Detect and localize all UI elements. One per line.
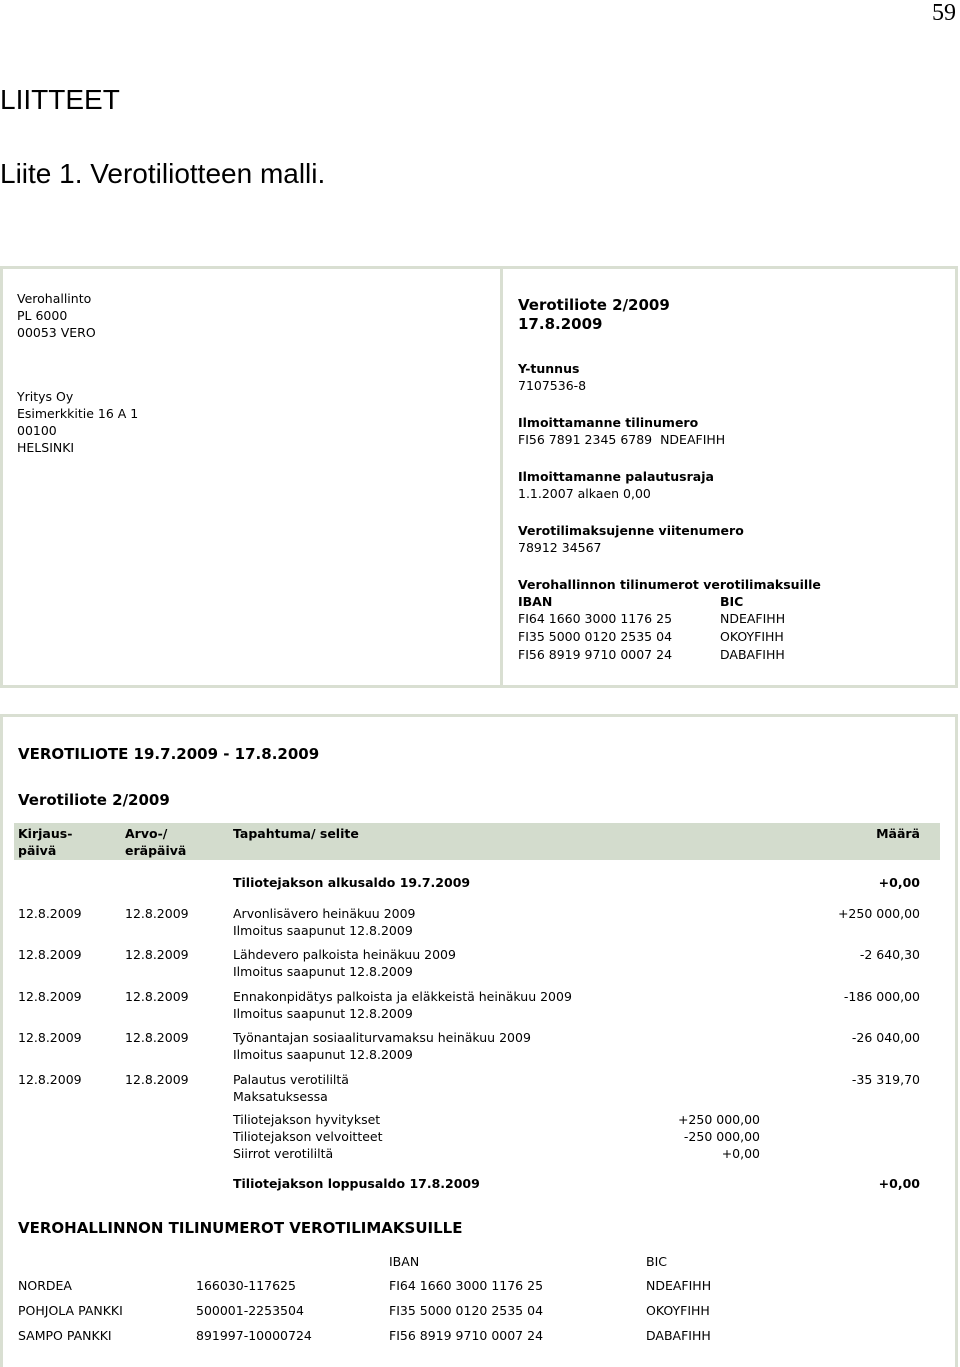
row-kirjaus: 12.8.2009 [18,1072,82,1087]
account-block [518,414,725,448]
ytunnus-block [518,360,586,394]
recipient-address [17,388,138,456]
row-arvo: 12.8.2009 [125,1030,189,1045]
opening-balance-label: Tiliotejakson alkusaldo 19.7.2009 [233,875,471,890]
row-amount: -26 040,00 [851,1030,920,1045]
account-label: Ilmoittamanne tilinumero [518,415,699,430]
sender-address [17,290,96,341]
letter-box-divider [500,266,503,688]
row-kirjaus: 12.8.2009 [18,906,82,921]
refund-block [518,468,714,502]
tax-account-bic: NDEAFIHH [720,611,786,626]
summary-value: +250 000,00 [677,1112,760,1127]
col-amount-header: Määrä [876,826,920,841]
row-event: Palautus verotililtä [233,1072,349,1087]
sender-line: Verohallinto [17,291,92,306]
row-arvo: 12.8.2009 [125,947,189,962]
row-note: Maksatuksessa [233,1089,328,1104]
tax-accounts-label: Verohallinnon tilinumerot verotilimaksuille [518,577,821,592]
row-arvo: 12.8.2009 [125,1072,189,1087]
bank-account: 166030-117625 [196,1278,296,1293]
row-event: Työnantajan sosiaaliturvamaksu heinäkuu 2009 [233,1030,531,1045]
opening-balance-value: +0,00 [878,875,920,890]
bank-name: SAMPO PANKKI [18,1328,112,1343]
col-event-header: Tapahtuma/ selite [233,826,359,841]
bank-bic: OKOYFIHH [646,1303,710,1318]
page-heading: LIITTEET [0,84,120,115]
reference-value: 78912 34567 [518,540,602,555]
row-note: Ilmoitus saapunut 12.8.2009 [233,1047,413,1062]
refund-value: 1.1.2007 alkaen 0,00 [518,486,651,501]
recipient-line: 00100 [17,423,57,438]
bank-bic: DABAFIHH [646,1328,711,1343]
summary-value: -250 000,00 [683,1129,760,1144]
bank-account: 891997-10000724 [196,1328,312,1343]
statement-title-2: Verotiliote 2/2009 [18,791,170,809]
bank-iban: FI56 8919 9710 0007 24 [389,1328,544,1343]
recipient-line: Esimerkkitie 16 A 1 [17,406,139,421]
recipient-line: Yritys Oy [17,389,74,404]
row-event: Arvonlisävero heinäkuu 2009 [233,906,416,921]
recipient-line: HELSINKI [17,440,75,455]
row-note: Ilmoitus saapunut 12.8.2009 [233,923,413,938]
summary-label: Tiliotejakson velvoitteet [233,1129,383,1144]
statement-title: Verotiliote 2/2009 [518,296,670,314]
refund-label: Ilmoittamanne palautusraja [518,469,714,484]
tax-account-bic: OKOYFIHH [720,629,784,644]
row-amount: -35 319,70 [851,1072,920,1087]
col-arvo-line: eräpäivä [125,843,187,858]
row-amount: -2 640,30 [859,947,920,962]
bank-name: NORDEA [18,1278,72,1293]
summary-label: Tiliotejakson hyvitykset [233,1112,381,1127]
tax-account-iban: FI56 8919 9710 0007 24 [518,647,673,662]
tax-bic-header: BIC [720,594,744,609]
appendix-caption: Liite 1. Verotiliotteen malli. [0,158,326,189]
row-kirjaus: 12.8.2009 [18,947,82,962]
row-note: Ilmoitus saapunut 12.8.2009 [233,1006,413,1021]
row-kirjaus: 12.8.2009 [18,1030,82,1045]
tax-iban-header: IBAN [518,594,553,609]
statement-date: 17.8.2009 [518,315,603,333]
col-kirjaus-line: Kirjaus- [18,826,73,841]
tax-account-bic: DABAFIHH [720,647,785,662]
tax-account-iban: FI35 5000 0120 2535 04 [518,629,673,644]
page-number: 59 [932,0,956,26]
closing-balance-value: +0,00 [878,1176,920,1191]
closing-balance-label: Tiliotejakson loppusaldo 17.8.2009 [233,1176,480,1191]
bank-iban: FI64 1660 3000 1176 25 [389,1278,544,1293]
col-arvo-header [125,825,186,859]
bank-name: POHJOLA PANKKI [18,1303,123,1318]
row-amount: -186 000,00 [843,989,920,1004]
row-event: Ennakonpidätys palkoista ja eläkkeistä heinäkuu 2009 [233,989,572,1004]
ytunnus-label: Y-tunnus [518,361,580,376]
period-title: VEROTILIOTE 19.7.2009 - 17.8.2009 [18,745,320,763]
bank-iban-header: IBAN [389,1254,420,1269]
bank-account: 500001-2253504 [196,1303,304,1318]
row-kirjaus: 12.8.2009 [18,989,82,1004]
bank-bic: NDEAFIHH [646,1278,712,1293]
summary-value: +0,00 [721,1146,760,1161]
row-arvo: 12.8.2009 [125,989,189,1004]
letter-header-box [0,266,958,688]
row-event: Lähdevero palkoista heinäkuu 2009 [233,947,456,962]
tax-account-iban: FI64 1660 3000 1176 25 [518,611,673,626]
row-arvo: 12.8.2009 [125,906,189,921]
account-value: FI56 7891 2345 6789 NDEAFIHH [518,432,726,447]
sender-line: PL 6000 [17,308,68,323]
sender-line: 00053 VERO [17,325,96,340]
col-kirjaus-header [18,825,72,859]
summary-label: Siirrot verotililtä [233,1146,334,1161]
bank-iban: FI35 5000 0120 2535 04 [389,1303,544,1318]
row-note: Ilmoitus saapunut 12.8.2009 [233,964,413,979]
col-arvo-line: Arvo-/ [125,826,168,841]
row-amount: +250 000,00 [837,906,920,921]
reference-label: Verotilimaksujenne viitenumero [518,523,744,538]
statement-header [518,296,670,334]
bank-bic-header: BIC [646,1254,667,1269]
col-kirjaus-line: päivä [18,843,57,858]
reference-block [518,522,744,556]
ytunnus-value: 7107536-8 [518,378,587,393]
bank-section-title: VEROHALLINNON TILINUMEROT VEROTILIMAKSUILLE [18,1219,463,1237]
